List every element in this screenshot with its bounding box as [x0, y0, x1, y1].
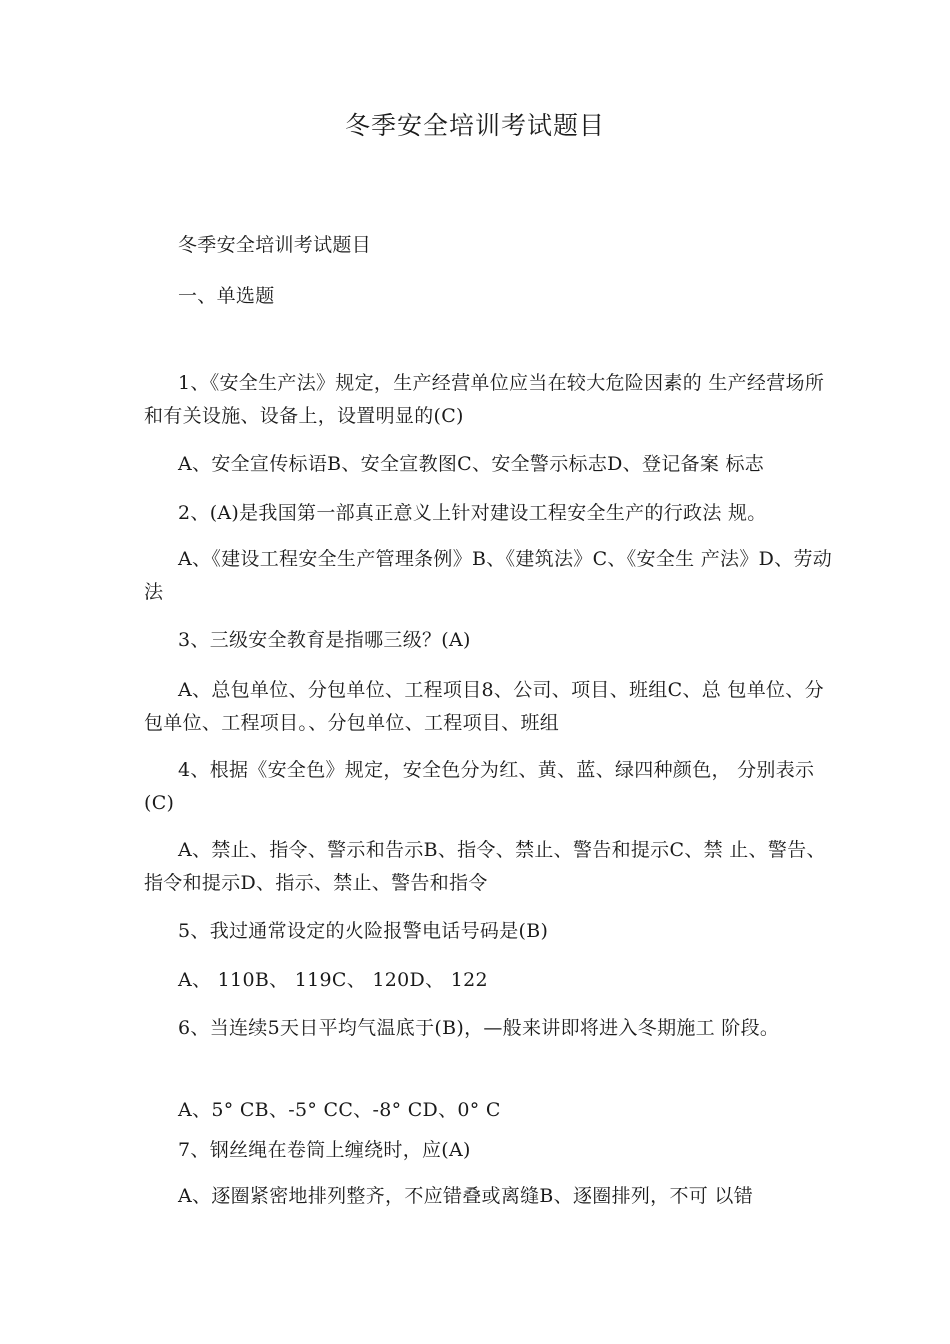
question-3-options: A、总包单位、分包单位、工程项目8、公司、项目、班组C、总 包单位、分包单位、工程项目。、分包单位、工程项目、班组 — [144, 679, 824, 734]
question-2-options: A、《建设工程安全生产管理条例》B、《建筑法》C、《安全生 产法》D、劳动法 — [144, 548, 833, 603]
question-4-options: A、禁止、指令、警示和告示B、指令、禁止、警告和提示C、禁 止、警告、指令和提示D、指示、禁止、警告和指令 — [144, 839, 826, 894]
question-6: 6、当连续5天日平均气温底于(B)，—般来讲即将进入冬期施工 阶段。 — [178, 1017, 780, 1039]
question-3: 3、三级安全教育是指哪三级？(A) — [178, 629, 471, 651]
question-5-options: A、 110B、 119C、 120D、 122 — [178, 969, 488, 991]
question-4: 4、根据《安全色》规定，安全色分为红、黄、蓝、绿四种颜色， 分别表示(C) — [144, 759, 815, 814]
question-1: 1、《安全生产法》规定，生产经营单位应当在较大危险因素的 生产经营场所和有关设施、设备上，设置明显的(C) — [144, 372, 825, 427]
question-7-options: A、逐圈紧密地排列整齐，不应错叠或离缝B、逐圈排列，不可 以错 — [178, 1185, 754, 1207]
document-title: 冬季安全培训考试题目 — [344, 111, 605, 140]
question-1-options: A、安全宣传标语B、安全宣教图C、安全警示标志D、登记备案 标志 — [178, 453, 765, 475]
question-2: 2、(A)是我国第一部真正意义上针对建设工程安全生产的行政法 规。 — [178, 502, 767, 524]
question-6-options: A、5° CB、-5° CC、-8° CD、0° C — [178, 1099, 501, 1121]
question-5: 5、我过通常设定的火险报警电话号码是(B) — [178, 920, 549, 942]
question-7: 7、钢丝绳在卷筒上缠绕时，应(A) — [178, 1139, 471, 1161]
section-heading: 一、单选题 — [178, 285, 275, 307]
subtitle-paragraph: 冬季安全培训考试题目 — [178, 234, 372, 256]
